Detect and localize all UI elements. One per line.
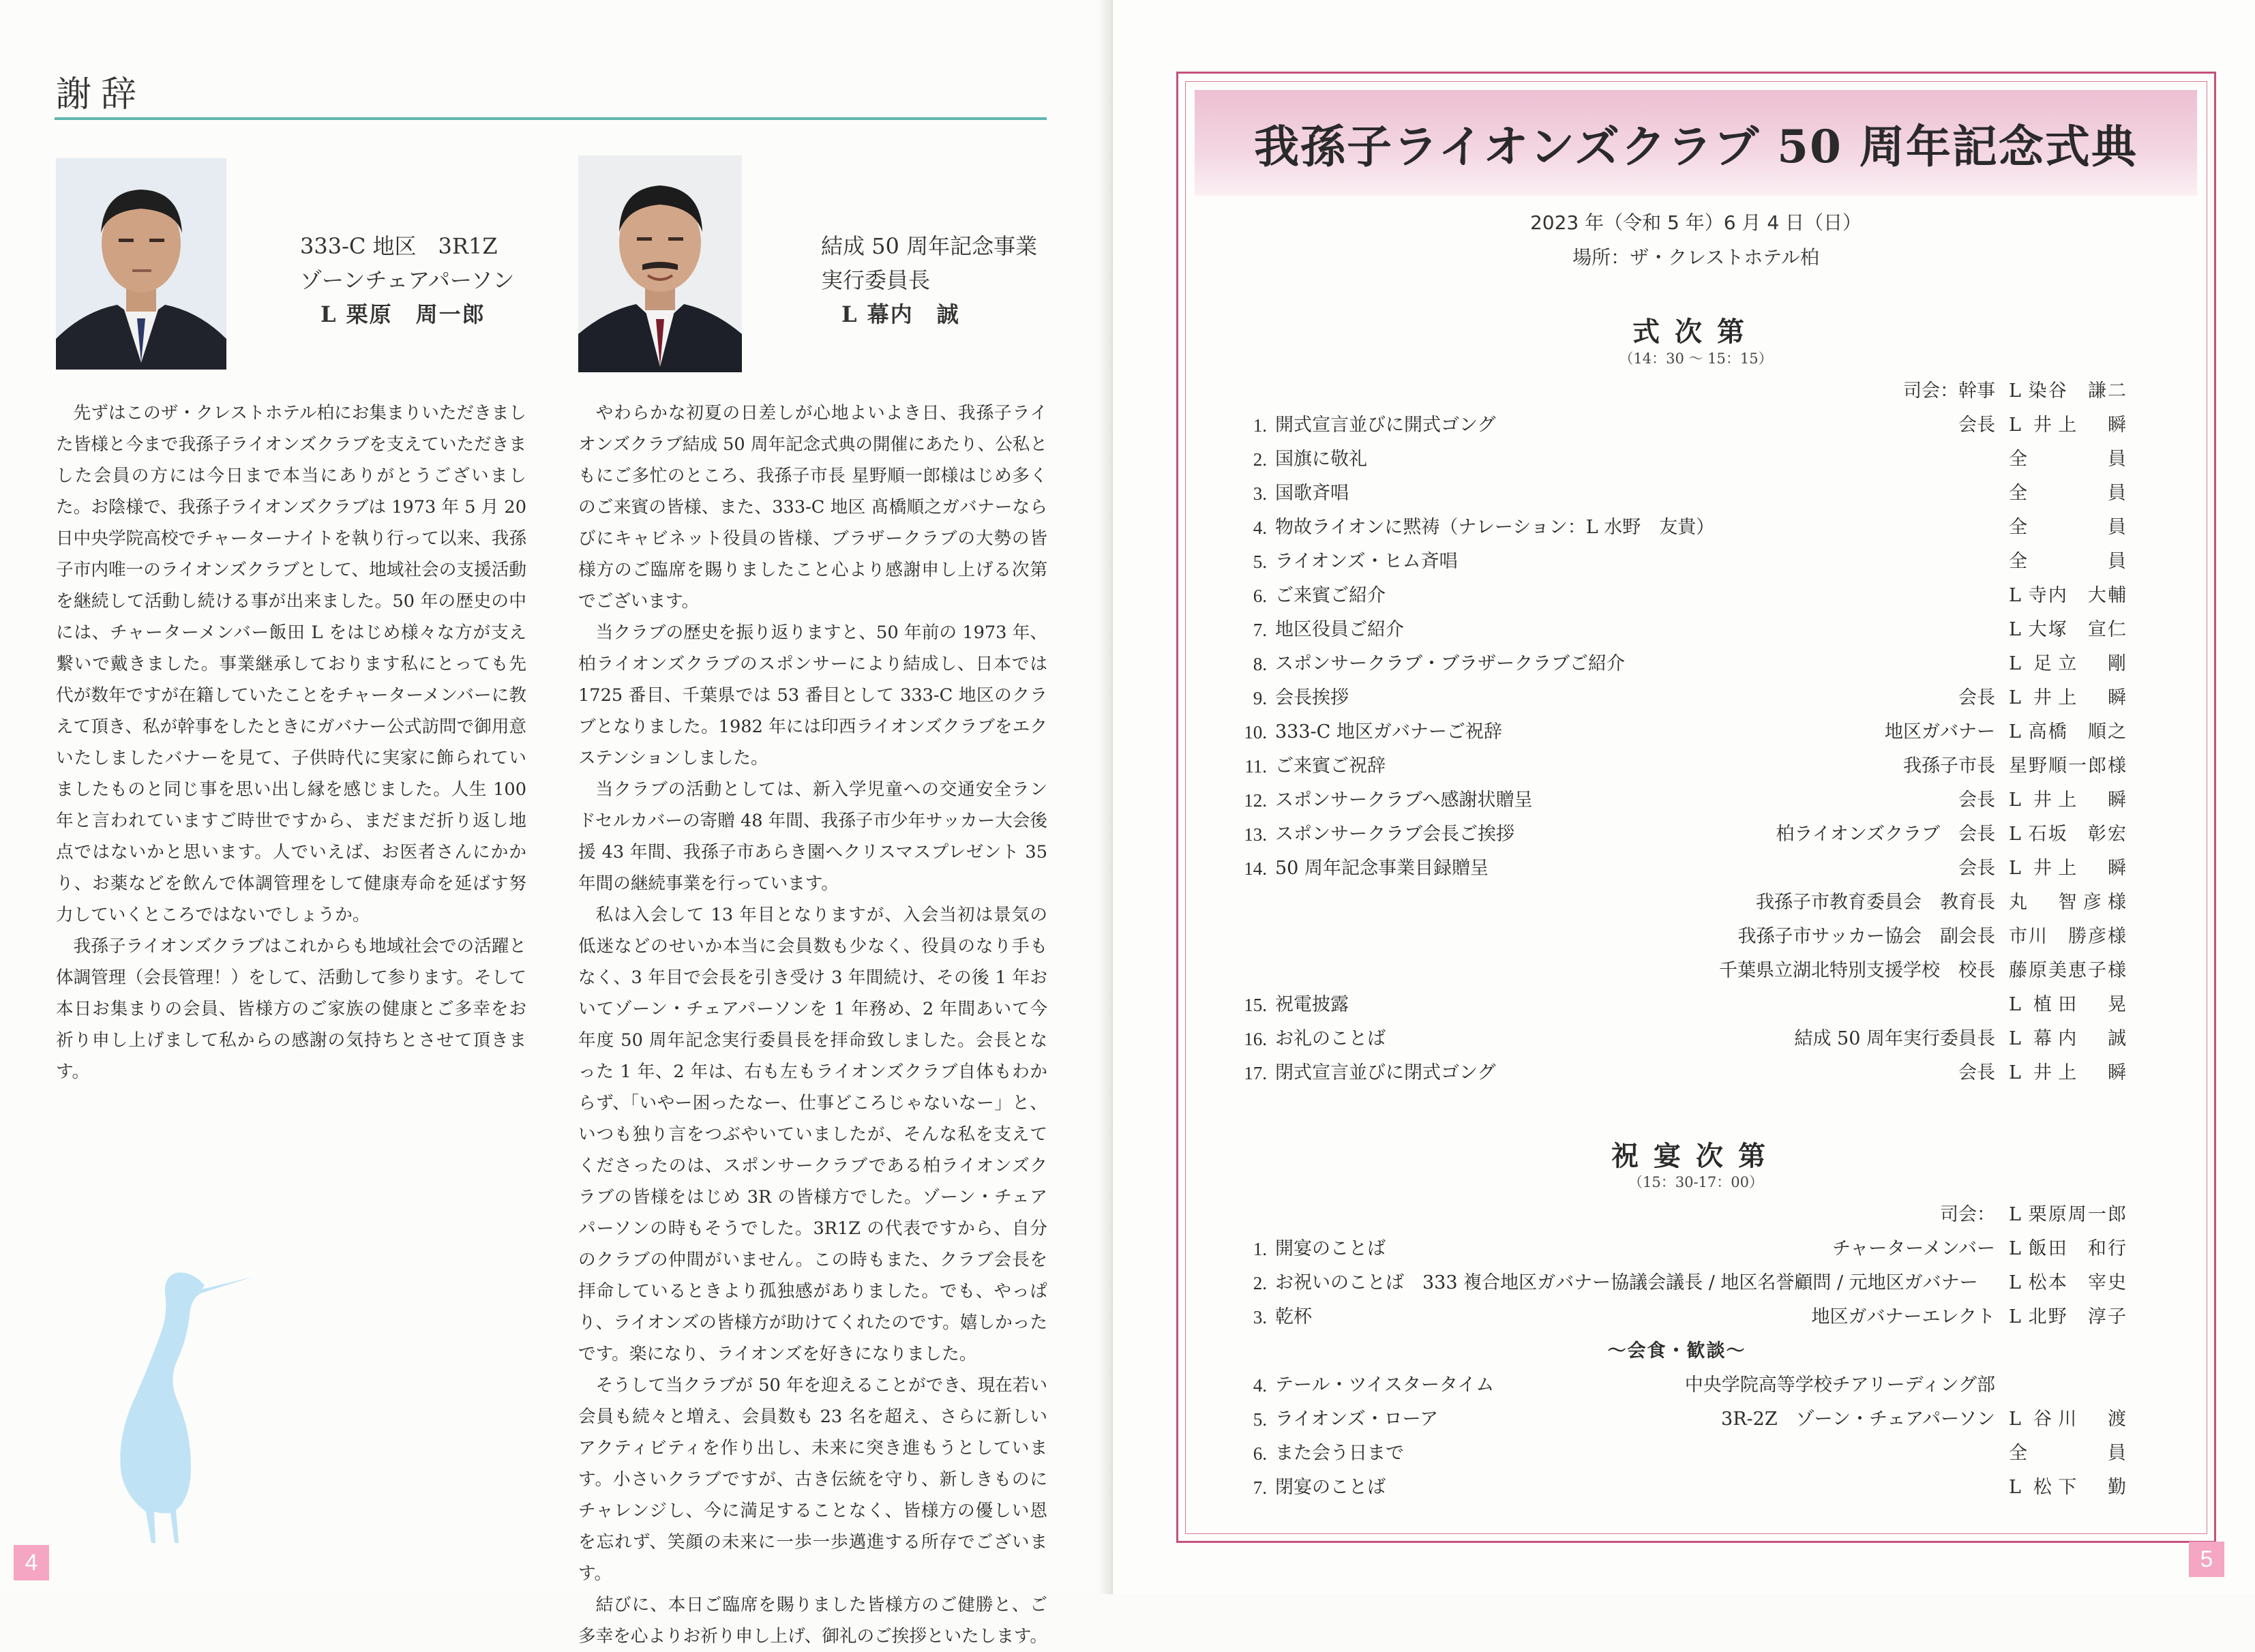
program-item-row [1227,579,2126,613]
paragraph: 先ずはこのザ・クレストホテル柏にお集まりいただきました皆様と今まで我孫子ライオンズクラブを支えていただきました会員の方には今日まで本当にありがとうございました。お陰様で、我孫子ライオンズクラブは 1973 年 5 月 20 日中央学院高校でチャーターナイトを執り行って以来、我孫子市内唯一のライオンズクラブとして、地域社会の支援活動を継続して活動し続ける事が出来ました。50 年の歴史の中には、チャーターメンバー飯田 L をはじめ様々な方が支え繋いで戴きました。事業継承しております私にとっても先代が数年ですが在籍していたことをチャーターメンバーに教えて頂き、私が幹事をしたときにガバナー公式訪問で御用意いたしましたバナーを見て、子供時代に実家に飾られていましたものと同じ事を思い出し縁を感じました。人生 100 年と言われていますご時世ですから、まだまだ折り返し地点ではないかと思います。人でいえば、お医者さんにかかり、お薬などを飲んで体調管理をして健康寿命を延ばす努力していくところではないでしょうか。 [56,403,527,925]
item-person: 藤原美恵子様 [2009,960,2126,981]
item-number [1227,886,1267,920]
ceremony-list [1227,374,2126,1090]
heron-silhouette-icon [89,1258,266,1544]
paragraph: 当クラブの活動としては、新入学児童への交通安全ランドセルカバーの寄贈 48 年間、我孫子市少年サッカー大会後援 43 年間、我孫子市あらき園へクリスマスプレゼント 35 年間の継続事業を行っています。 [578,779,1047,894]
item-number [1227,920,1267,954]
item-role [1995,1471,2009,1505]
paragraph: 結びに、本日ご臨席を賜りました皆様方のご健勝と、ご多幸を心よりお祈り申し上げ、御礼のご挨拶といたします。 [578,1595,1047,1647]
event-title: 我孫子ライオンズクラブ 50 周年記念式典 [1254,120,2138,173]
banquet-time: （15：30-17：00） [1628,1174,1763,1190]
item-role: 我孫子市サッカー協会 副会長 [1737,926,1995,947]
item-text: ライオンズ・ヒム斉唱 [1275,551,1458,572]
item-number: 16. [1244,1029,1267,1049]
item-number [1227,954,1267,988]
item-text: 閉宴のことば [1275,1477,1386,1498]
item-person: L 井上 瞬 [2009,415,2126,436]
item-number: 5. [1253,552,1267,572]
item-role [1995,647,2009,681]
item-role: 柏ライオンズクラブ 会長 [1776,824,1995,845]
program-item-row [1227,1266,2126,1300]
mc-role: 司会：幹事 [1903,380,1995,402]
program-item-row [1227,749,2126,783]
item-person: 丸 智彦様 [2009,892,2126,913]
banquet-mc-row [1227,1198,2126,1232]
page-number-right: 5 [2189,1542,2224,1577]
item-number: 3. [1253,483,1267,504]
event-venue: 場所：ザ・クレストホテル柏 [1572,246,1819,269]
item-person: 全 員 [2009,1443,2126,1464]
item-text: ご来賓ご祝辞 [1275,755,1386,777]
page-number-left: 4 [14,1545,49,1580]
item-text: 地区役員ご紹介 [1275,619,1404,640]
item-number: 5. [1253,1409,1267,1430]
paragraph: 当クラブの歴史を振り返りますと、50 年前の 1973 年、柏ライオンズクラブのスポンサーにより結成し、日本では 1725 番目、千葉県では 53 番目として 333-C 地区のクラブとなりました。1982 年には印西ライオンズクラブをエクステンションしました。 [578,622,1047,768]
item-role: 千葉県立湖北特別支援学校 校長 [1719,960,1995,981]
item-text: 物故ライオンに黙祷（ナレーション：L 水野 友貴） [1275,517,1715,538]
paragraph: そうして当クラブが 50 年を迎えることができ、現在若い会員も続々と増え、会員数も 23 名を超え、さらに新しいアクティビティを作り出し、未来に突き進もうとしています。小さいクラブですが、古き伝統を守り、新しきものにチャレンジし、今に満足することなく、皆様方の優しい恩を忘れず、笑顔の未来に一歩一歩邁進する所存でございます。 [578,1375,1047,1584]
item-role: 会長 [1958,858,1995,879]
item-role [1995,1266,2009,1300]
portrait-photo-makuuchi [578,155,742,372]
program-item-row [1227,817,2126,852]
item-text [1267,954,1275,988]
item-number: 12. [1244,790,1267,811]
banquet-list [1227,1198,2126,1505]
program-item-row [1227,1402,2126,1437]
item-number: 2. [1253,449,1267,470]
portrait-photo-kurihara [56,158,226,370]
item-text: 国歌斉唱 [1275,483,1349,504]
item-text: 50 周年記念事業目録贈呈 [1275,858,1489,879]
item-text [1267,920,1275,954]
item-person: L 大塚 宣仁 [2009,619,2126,640]
item-text: スポンサークラブ会長ご挨拶 [1275,824,1514,845]
item-role: チャーターメンバー [1832,1238,1995,1259]
program-item-row [1227,852,2126,886]
item-person: L 寺内 大輔 [2009,585,2126,606]
item-person: L 井上 瞬 [2009,858,2126,879]
item-text: 開式宣言並びに開式ゴング [1275,415,1496,436]
signature-1-name: L 栗原 周一郎 [320,301,486,327]
item-person: L 足立 剛 [2009,653,2126,674]
section-title: 謝辞 [56,74,147,115]
program-item-row [1227,783,2126,817]
item-text: テール・ツイスタータイム [1275,1375,1495,1396]
item-number: 15. [1244,995,1267,1015]
item-number: 4. [1253,517,1267,538]
program-item-row [1227,442,2126,477]
item-text: お礼のことば [1275,1028,1386,1049]
item-role: 我孫子市教育委員会 教育長 [1756,892,1995,913]
item-role [1995,477,2009,511]
item-role: 地区ガバナー [1885,721,1995,742]
mc-name: L 染谷 謙二 [2009,380,2126,402]
ceremony-heading: 式次第 [1632,316,1759,348]
message-column-1 [56,397,526,1087]
program-item-row [1227,1232,2126,1266]
item-number: 11. [1244,756,1267,777]
item-person: 市川 勝彦様 [2009,926,2126,947]
mc-role: 司会： [1940,1204,1995,1225]
item-number: 7. [1253,1477,1267,1498]
banquet-interlude [1227,1334,2126,1368]
item-text: 乾杯 [1275,1306,1312,1327]
signature-block-2 [821,229,1037,331]
item-person: L 高橋 順之 [2009,721,2126,742]
item-number: 9. [1253,688,1267,708]
message-column-2 [578,397,1047,1652]
program-item-row [1227,681,2126,715]
signature-2-title-line2: 実行委員長 [821,267,931,293]
item-role [1995,579,2009,613]
item-number: 17. [1244,1063,1267,1083]
paragraph: やわらかな初夏の日差しが心地よいよき日、我孫子ライオンズクラブ結成 50 周年記念式典の開催にあたり、公私ともにご多忙のところ、我孫子市長 星野順一郎様はじめ多くのご来賓の皆様、また、333-C 地区 髙橋順之ガバナーならびにキャビネット役員の皆様、ブラザークラブの大勢の皆様方のご臨席を賜りましたこと心より感謝申し上げる次第でございます。 [578,403,1047,612]
program-item-row [1227,647,2126,681]
program-item-row [1227,954,2126,988]
item-person: L 松下 勤 [2009,1477,2126,1498]
signature-1-title: ゾーンチェアパーソン [300,267,515,293]
item-role [1995,988,2009,1022]
item-person: L 井上 瞬 [2009,687,2126,708]
item-text: 祝電披露 [1275,994,1349,1015]
item-number: 6. [1253,1443,1267,1464]
paragraph: 私は入会して 13 年目となりますが、入会当初は景気の低迷などのせいか本当に会員数も少なく、役員のなり手もなく、3 年目で会長を引き受け 3 年間続け、その後 1 年おいてゾーン・チェアパーソンを 1 年務め、2 年間あいて今年度 50 周年記念実行委員長を拝命致しました。会長となった 1 年、2 年は、右も左もライオンズクラブ自体もわからず、「いやー困ったなー、仕事どころじゃないなー」と、いつも独り言をつぶやいていましたが、そんな私を支えてくださったのは、スポンサークラブである柏ライオンズクラブの皆様をはじめ 3R の皆様方でした。ゾーン・チェアパーソンの時もそうでした。3R1Z の代表ですから、自分のクラブの仲間がいません。この時もまた、クラブ会長を拝命しているときより孤独感がありました。でも、やっぱり、ライオンズの皆様方が助けてくれたのです。嬉しかったです。楽になり、ライオンズを好きになりました。 [578,905,1047,1364]
item-person: 全 員 [2009,449,2126,470]
item-role [1995,511,2009,545]
paragraph: 我孫子ライオンズクラブはこれからも地域社会での活躍と体調管理（会長管理！）をして、活動して参ります。そして本日お集まりの会員、皆様方のご家族の健康とご多幸をお祈り申し上げまして私からの感謝の気持ちとさせて頂きます。 [56,936,526,1082]
item-number: 10. [1244,722,1267,742]
item-role: 会長 [1958,790,1995,811]
item-person: L 北野 淳子 [2009,1306,2126,1327]
item-role: 会長 [1958,687,1995,708]
item-person: L 植田 晃 [2009,994,2126,1015]
item-text: ライオンズ・ローア [1275,1409,1439,1430]
signature-block-1 [300,229,515,331]
item-number: 7. [1253,620,1267,640]
interlude-text: ～会食・歓談～ [1607,1340,1746,1362]
item-number: 14. [1244,858,1267,879]
item-person [2009,1368,2126,1402]
item-role: 中央学院高等学校チアリーディング部 [1684,1375,1995,1396]
banquet-heading: 祝宴次第 [1611,1140,1780,1172]
item-number: 1. [1253,1239,1267,1259]
item-person: L 幕内 誠 [2009,1028,2126,1049]
item-person: L 石坂 彰宏 [2009,824,2126,845]
item-number: 6. [1253,586,1267,606]
item-number: 1. [1253,415,1267,436]
item-text: 国旗に敬礼 [1275,449,1367,470]
program-item-row [1227,886,2126,920]
item-role [1995,442,2009,477]
item-person: 全 員 [2009,483,2126,504]
item-role: 結成 50 周年実行委員長 [1794,1028,1995,1049]
item-person: L 井上 瞬 [2009,1062,2126,1083]
item-role: 我孫子市長 [1903,755,1995,777]
item-role: 地区ガバナーエレクト [1811,1306,1995,1327]
event-date: 2023 年（令和 5 年）6 月 4 日（日） [1529,211,1862,234]
item-role [1995,1437,2009,1471]
item-text: ご来賓ご紹介 [1275,585,1386,606]
item-person: L 松本 宰史 [2009,1272,2126,1293]
item-person: 全 員 [2009,551,2126,572]
signature-2-name: L 幕内 誠 [841,301,960,327]
item-text: 閉式宣言並びに閉式ゴング [1275,1062,1496,1083]
signature-1-district: 333-C 地区 3R1Z [300,233,498,259]
mc-name: L 栗原周一郎 [2009,1204,2126,1225]
item-person: L 谷川 渡 [2009,1409,2126,1430]
program-item-row [1227,920,2126,954]
item-text: また会う日まで [1275,1443,1404,1464]
program-item-row [1227,1300,2126,1334]
ceremony-mc-row [1227,374,2126,408]
item-role: 会長 [1958,1062,1995,1083]
item-role: 3R-2Z ゾーン・チェアパーソン [1721,1409,1995,1430]
item-person: 全 員 [2009,517,2126,538]
program-item-row [1227,477,2126,511]
item-role [1995,613,2009,647]
item-text: スポンサークラブ・ブラザークラブご紹介 [1275,653,1625,674]
item-text [1267,886,1275,920]
program-item-row [1227,511,2126,545]
item-text: スポンサークラブへ感謝状贈呈 [1275,790,1533,811]
signature-2-title-line1: 結成 50 周年記念事業 [821,233,1038,259]
item-text: 会長挨拶 [1275,687,1349,708]
program-item-row [1227,545,2126,579]
item-number: 4. [1253,1375,1267,1396]
program-item-row [1227,1471,2126,1505]
program-item-row [1227,715,2126,749]
item-number: 13. [1244,824,1267,845]
item-text: 開宴のことば [1275,1238,1386,1259]
ceremony-time: （14：30 ～ 15：15） [1619,350,1773,367]
program-item-row [1227,988,2126,1022]
program-item-row [1227,613,2126,647]
item-number: 3. [1253,1307,1267,1327]
item-number: 8. [1253,654,1267,674]
program-item-row [1227,1437,2126,1471]
item-person: L 飯田 和行 [2009,1238,2126,1259]
item-number: 2. [1253,1273,1267,1293]
title-rule [55,117,1047,120]
program-item-row [1227,1056,2126,1090]
item-role: 会長 [1958,415,1995,436]
item-person: L 井上 瞬 [2009,790,2126,811]
program-item-row [1227,1368,2126,1402]
item-person: 星野順一郎様 [2009,755,2126,777]
program-item-row [1227,1022,2126,1056]
item-text: 333-C 地区ガバナーご祝辞 [1275,721,1502,742]
item-text: お祝いのことば 333 複合地区ガバナー協議会議長 / 地区名誉顧問 / 元地区ガバナー [1275,1272,1978,1293]
program-item-row [1227,408,2126,442]
item-role [1995,545,2009,579]
